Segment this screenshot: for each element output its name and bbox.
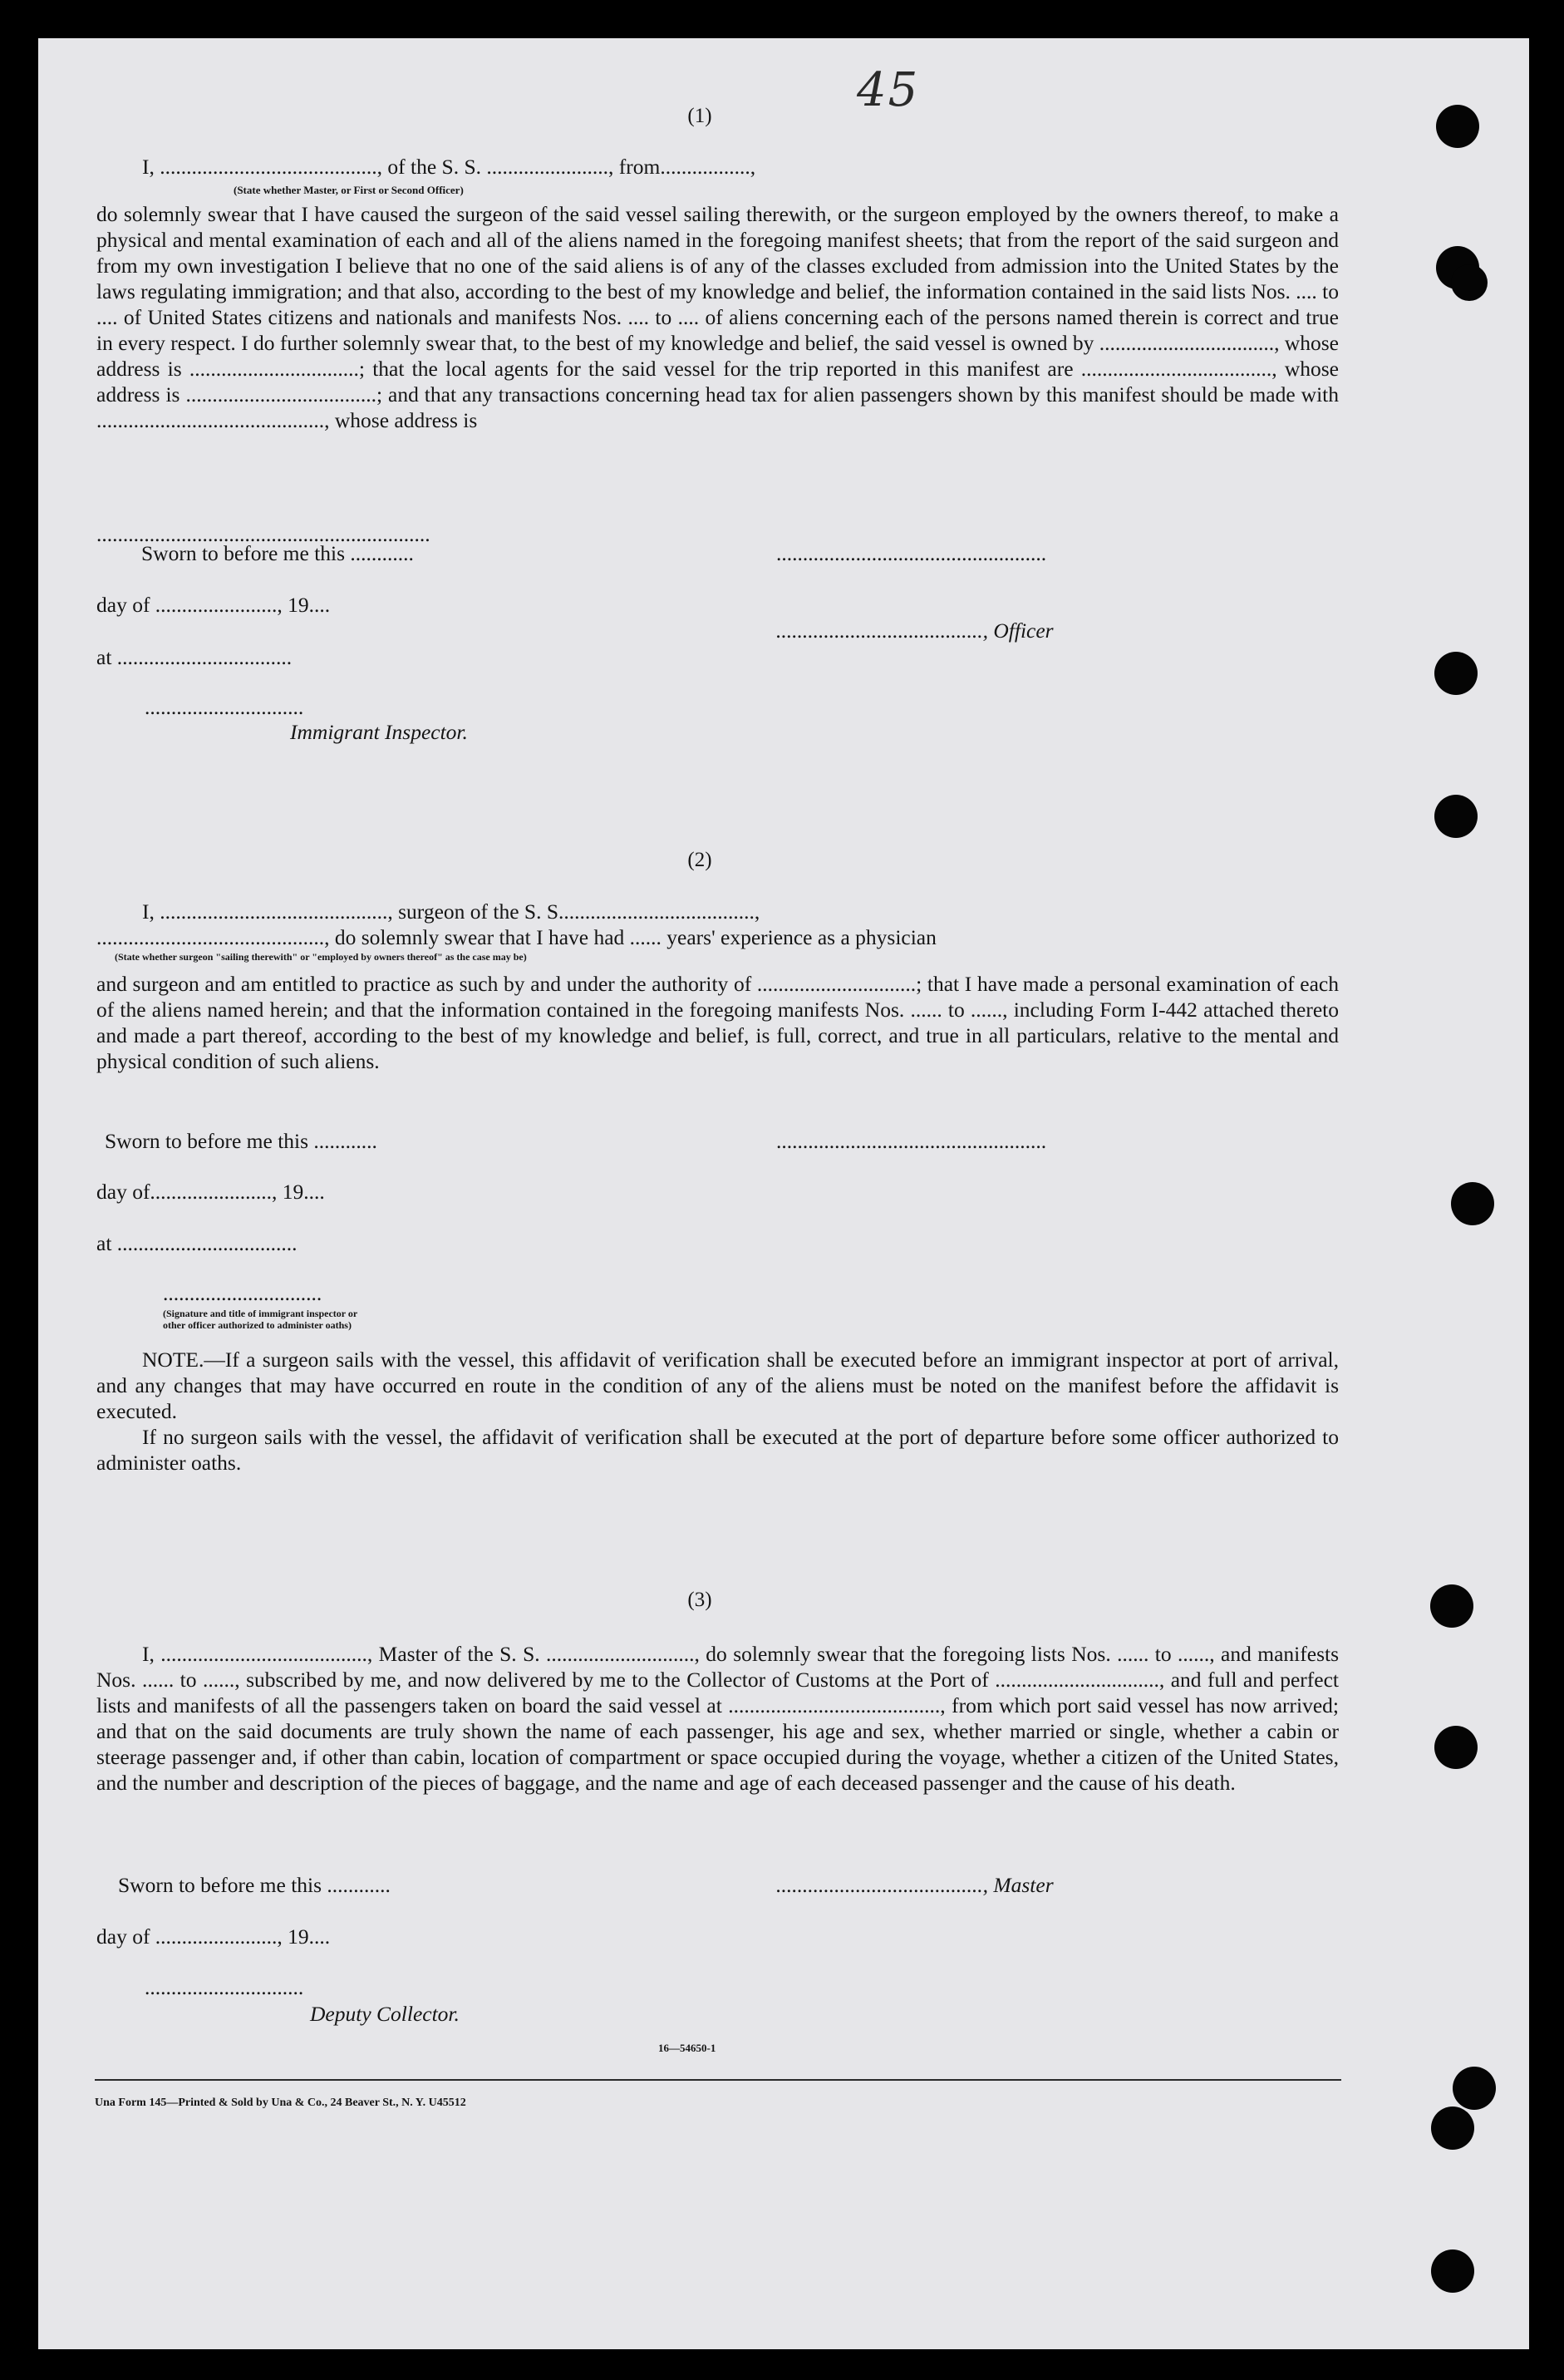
section-1-trailing-dots: ............................................................... [96, 522, 430, 546]
section-2-signature-note-1: (Signature and title of immigrant inspector or [163, 1308, 358, 1319]
section-3-sworn: Sworn to before me this ............ [118, 1873, 391, 1897]
section-3-collector-label: Deputy Collector. [310, 2002, 460, 2026]
section-2-note-1: NOTE.—If a surgeon sails with the vessel, this affidavit of verification shall be executed before an immigrant inspector at port of arrival, and any changes that may have occurred en route in the condition of any of the aliens must be noted on the manifest before the affidavit is executed. [96, 1348, 1339, 1423]
section-2-signature-note-2: other officer authorized to administer oaths) [163, 1319, 352, 1331]
section-2-day-of: day of......................., 19.... [96, 1180, 325, 1204]
section-2-note [96, 1347, 1339, 1476]
section-2-paragraph [96, 971, 1339, 1074]
punch-hole [1451, 264, 1488, 301]
section-2-paragraph-text: and surgeon and am entitled to practice as such by and under the authority of ..............................; that I have made a personal examination of each of the aliens named herein; and that the information contained in the foregoing manifests Nos. ...... to ......, including Form I-442 attached thereto and made a part thereof, according to the best of my knowledge and belief, is full, correct, and true in all particulars, relative to the mental and physical condition of such aliens. [96, 972, 1339, 1073]
section-1-at: at ................................. [96, 645, 293, 669]
footer-divider [95, 2079, 1341, 2081]
manifest-page [38, 38, 1529, 2349]
section-2-second-line-note: (State whether surgeon "sailing therewith" or "employed by owners thereof" as the case may be) [115, 951, 527, 963]
section-3-master-line: ......................................., Master [776, 1873, 1054, 1897]
section-1-first-line-note: (State whether Master, or First or Second Officer) [234, 184, 464, 196]
section-2-at: at .................................. [96, 1231, 298, 1255]
section-3-paragraph-text: I, ......................................., Master of the S. S. ............................, do solemnly swear that the foregoing lists Nos. ...... to ......, and manifests Nos. ...... to ......, subscribed by me, and now delivered by me to the Collector of Customs at the Port of ..............................., and full and perfect lists and manifests of all the passengers taken on board the said vessel at ........................................, from which port said vessel has now arrived; and that on the said documents are truly shown the name of each passenger, his age and sex, whether married or single, whether a cabin or steerage passenger and, if other than cabin, location of compartment or space occupied during the voyage, whether a citizen of the United States, and the number and description of the pieces of baggage, and the name and age of each deceased passenger and the cause of his death. [96, 1642, 1339, 1795]
handwritten-page-number: 45 [857, 63, 920, 117]
section-2-signature-line: .............................. [163, 1281, 322, 1305]
section-1-inspector-label: Immigrant Inspector. [290, 720, 468, 744]
section-1-paragraph-text: do solemnly swear that I have caused the surgeon of the said vessel sailing therewith, or the surgeon employed by the owners thereof, to make a physical and mental examination of each and all of the aliens named in the foregoing manifest sheets; that from the report of the said surgeon and from my own investigation I believe that no one of the said aliens is of any of the classes excluded from admission into the United States by the laws regulating immigration; and that also, according to the best of my knowledge and belief, the information contained in the said lists Nos. .... to .... of United States citizens and nationals and manifests Nos. .... to .... of aliens concerning each of the persons named therein is correct and true in every respect. I do further solemnly swear that, to the best of my knowledge and belief, the said vessel is owned by ................................., whose address is ................................; that the local agents for the said vessel for the trip reported in this manifest are ...................................., whose address is ....................................; and that any transactions concerning head tax for alien passengers shown by this manifest should be made with ..........................................., whose address is [96, 202, 1339, 432]
section-1-inspector-signature-line: .............................. [145, 695, 304, 719]
section-2-sworn-signature-line: ................................................... [776, 1129, 1047, 1153]
footer-printer-text: Una Form 145—Printed & Sold by Una & Co., 24 Beaver St., N. Y. U45512 [95, 2097, 466, 2109]
section-2-number: (2) [687, 849, 712, 871]
form-code: 16—54650-1 [658, 2042, 716, 2054]
section-3-day-of: day of ......................., 19.... [96, 1924, 331, 1949]
section-1-number: (1) [687, 105, 712, 127]
section-1-sworn-signature-line: ................................................... [776, 541, 1047, 565]
punch-hole [1451, 1182, 1494, 1225]
punch-hole [1436, 105, 1479, 148]
section-2-second-line: ..........................................., do solemnly swear that I have had ...... years' experience as a physician [96, 925, 937, 949]
punch-hole [1431, 2249, 1474, 2293]
section-1-sworn: Sworn to before me this ............ [141, 541, 414, 565]
section-1-day-of: day of ......................., 19.... [96, 593, 331, 617]
section-3-collector-signature-line: .............................. [145, 1975, 304, 1999]
punch-hole [1434, 1726, 1478, 1769]
punch-hole [1453, 2067, 1496, 2110]
section-2-note-2: If no surgeon sails with the vessel, the affidavit of verification shall be executed at the port of departure before some officer authorized to administer oaths. [96, 1425, 1339, 1475]
punch-hole [1434, 652, 1478, 695]
punch-hole [1431, 2107, 1474, 2150]
section-1-officer-line: ......................................., Officer [776, 618, 1054, 643]
punch-hole [1430, 1584, 1473, 1628]
section-1-first-line: I, ........................................., of the S. S. ......................., from................., [142, 155, 756, 179]
section-1-paragraph [96, 201, 1339, 433]
section-3-paragraph [96, 1641, 1339, 1796]
punch-hole [1434, 795, 1478, 838]
section-2-sworn: Sworn to before me this ............ [105, 1129, 377, 1153]
section-2-first-line: I, ..........................................., surgeon of the S. S....................................., [142, 899, 760, 924]
section-3-number: (3) [687, 1589, 712, 1611]
